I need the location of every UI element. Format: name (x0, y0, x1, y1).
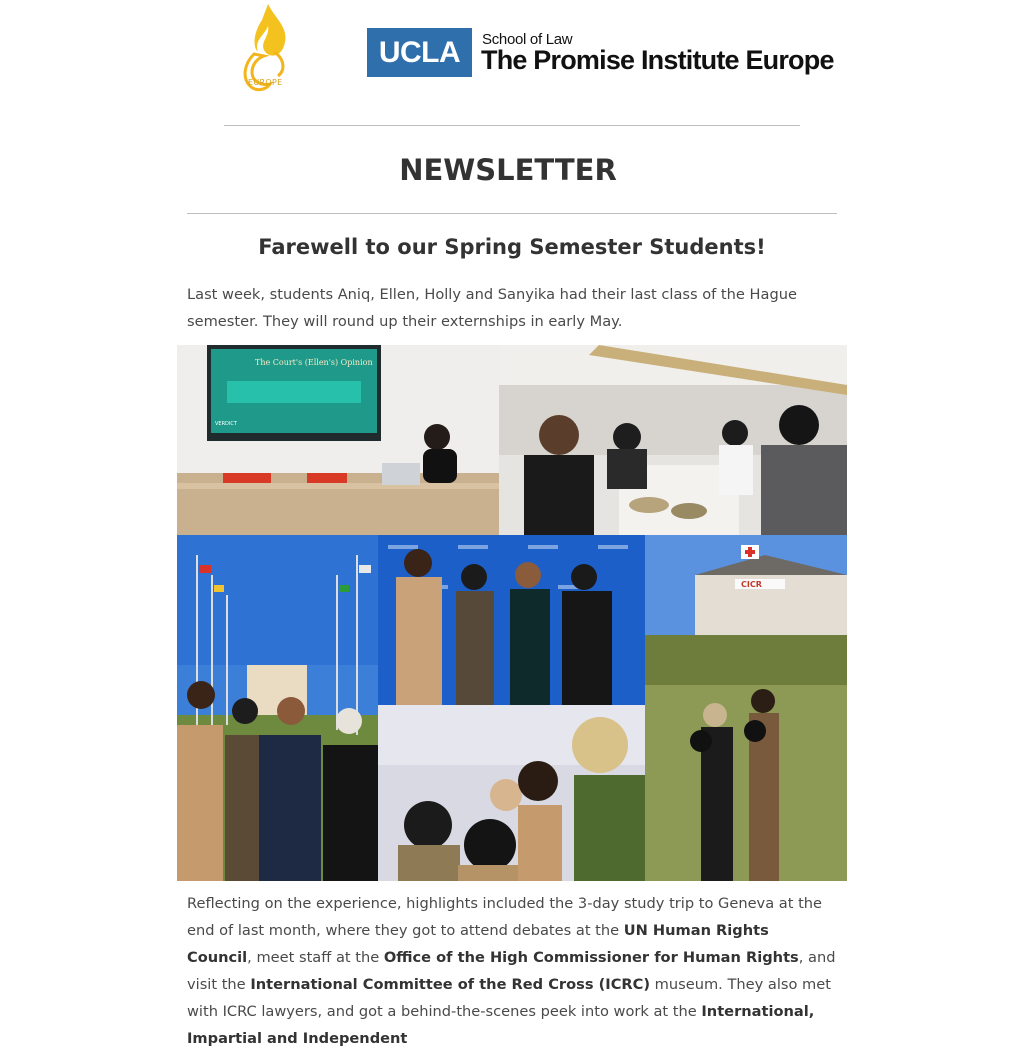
screen-title-text: The Court's (Ellen's) Opinion (255, 358, 373, 367)
school-of-law-text: School of Law (482, 31, 573, 48)
newsletter-title: NEWSLETTER (399, 153, 617, 187)
ucla-logo-badge: UCLA (367, 28, 472, 77)
screen-verdict-text: VERDICT (215, 421, 237, 427)
photo-icrc-museum (645, 535, 847, 881)
title-divider (187, 213, 837, 214)
top-divider (224, 125, 800, 126)
reflection-text-2: , meet staff at the (247, 949, 384, 966)
photo-un-flags-allee (177, 535, 378, 881)
icrc-sign-text: CICR (741, 580, 762, 589)
photo-group-selfie (378, 705, 645, 881)
reflection-paragraph (187, 890, 837, 1052)
institute-name-text: The Promise Institute Europe (481, 45, 834, 75)
logo-europe-label: EUROPE (248, 78, 283, 87)
reflection-text-4: museum. They also met with ICRC lawyers, and got a behind-the-scenes peek into work at the (187, 976, 831, 1020)
reflection-text-3: , and visit the (187, 949, 836, 993)
reflection-text-1: Reflecting on the experience, highlights included the 3-day study trip to Geneva at the end of last month, where they got to attend debates at the (187, 895, 823, 939)
icrc-bold: International Committee of the Red Cross (ICRC) (250, 976, 651, 993)
photo-cafeteria-lunch (499, 345, 847, 535)
ohchr-bold: Office of the High Commissioner for Human Rights (383, 949, 799, 966)
intro-paragraph: Last week, students Aniq, Ellen, Holly and Sanyika had their last class of the Hague semester. They will round up their externships in early May. (187, 286, 797, 330)
photo-classroom-presentation (177, 345, 499, 535)
newsletter-header (0, 0, 1024, 110)
iiim-bold: International, Impartial and Independent (187, 1003, 815, 1047)
photo-ohchr-backdrop (378, 535, 645, 705)
un-hrc-bold: UN Human Rights Council (187, 922, 769, 966)
section-heading: Farewell to our Spring Semester Students! (258, 235, 766, 259)
